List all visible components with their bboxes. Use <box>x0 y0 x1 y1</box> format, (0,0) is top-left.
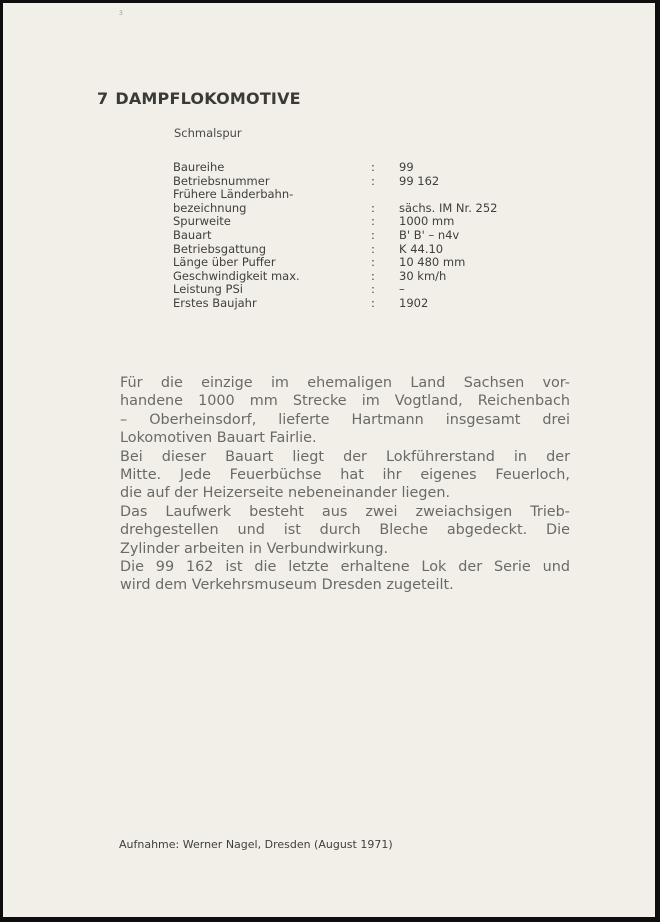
spec-row <box>173 270 497 284</box>
body-line: Mitte. Jede Feuerbüchse hat ihr eigenes Feuerloch, <box>120 467 570 484</box>
title-text: DAMPFLOKOMOTIVE <box>115 89 301 108</box>
spec-label: Betriebsnummer <box>173 173 270 188</box>
spec-row <box>173 202 497 216</box>
spec-value: B' B' – n4v <box>399 227 460 242</box>
spec-value: sächs. IM Nr. 252 <box>399 200 498 215</box>
body-line: Lokomotiven Bauart Fairlie. <box>120 430 317 447</box>
spec-value: 99 <box>399 160 414 174</box>
title-number: 7 <box>97 89 109 108</box>
photo-credit: Aufnahme: Werner Nagel, Dresden (August 1971) <box>119 838 393 851</box>
spec-label: Frühere Länderbahn- <box>173 187 294 202</box>
spec-label: Leistung PSi <box>173 282 243 297</box>
body-line: Die 99 162 ist die letzte erhaltene Lok der Serie und <box>120 559 570 576</box>
body-line: Für die einzige im ehemaligen Land Sachsen vor- <box>120 375 570 391</box>
spec-separator: : <box>371 282 375 297</box>
spec-label: Betriebsgattung <box>173 241 267 256</box>
spec-separator: : <box>371 295 375 310</box>
document-page <box>3 3 655 917</box>
spec-separator: : <box>371 227 375 242</box>
spec-separator: : <box>371 200 375 215</box>
spec-row <box>173 283 497 297</box>
spec-value: 1000 mm <box>399 214 455 229</box>
spec-separator: : <box>371 255 375 270</box>
spec-separator: : <box>371 268 375 283</box>
spec-row <box>173 175 497 189</box>
spec-value: K 44.10 <box>399 241 444 256</box>
body-line: die auf der Heizerseite nebeneinander liegen. <box>120 485 451 502</box>
body-line: wird dem Verkehrsmuseum Dresden zugeteilt. <box>120 577 454 594</box>
spec-label: Bauart <box>173 227 212 242</box>
spec-row <box>173 188 497 202</box>
spec-label: bezeichnung <box>173 200 247 215</box>
body-line: handene 1000 mm Strecke im Vogtland, Reichenbach <box>120 393 570 410</box>
spec-label: Geschwindigkeit max. <box>173 268 300 283</box>
spec-label: Spurweite <box>173 214 231 229</box>
subtitle: Schmalspur <box>174 126 242 140</box>
body-line: Das Laufwerk besteht aus zwei zweiachsigen Trieb- <box>120 503 570 520</box>
spec-label: Länge über Puffer <box>173 255 276 270</box>
spec-separator: : <box>371 241 375 256</box>
spec-label: Erstes Baujahr <box>173 295 257 310</box>
spec-value: – <box>399 282 405 297</box>
body-line: – Oberheinsdorf, lieferte Hartmann insgesamt drei <box>120 411 570 428</box>
corner-mark: 3 <box>119 10 123 17</box>
spec-value: 1902 <box>399 295 429 310</box>
spec-value: 99 162 <box>399 173 440 188</box>
spec-row <box>173 161 497 175</box>
description-paragraph <box>120 374 570 595</box>
spec-table <box>173 161 497 311</box>
spec-value: 10 480 mm <box>399 255 466 270</box>
spec-row <box>173 297 497 311</box>
spec-value: 30 km/h <box>399 268 447 283</box>
spec-separator <box>371 188 399 202</box>
body-line: Bei dieser Bauart liegt der Lokführerstand in der <box>120 448 570 465</box>
spec-label: Baureihe <box>173 160 225 174</box>
body-line: Zylinder arbeiten in Verbundwirkung. <box>120 540 389 557</box>
spec-row <box>173 243 497 257</box>
spec-row <box>173 256 497 270</box>
body-line: drehgestellen und ist durch Bleche abgedeckt. Die <box>120 522 570 539</box>
spec-separator: : <box>371 160 375 174</box>
spec-row <box>173 229 497 243</box>
spec-separator: : <box>371 173 375 188</box>
spec-separator: : <box>371 214 375 229</box>
spec-row <box>173 215 497 229</box>
page-title <box>97 89 301 108</box>
